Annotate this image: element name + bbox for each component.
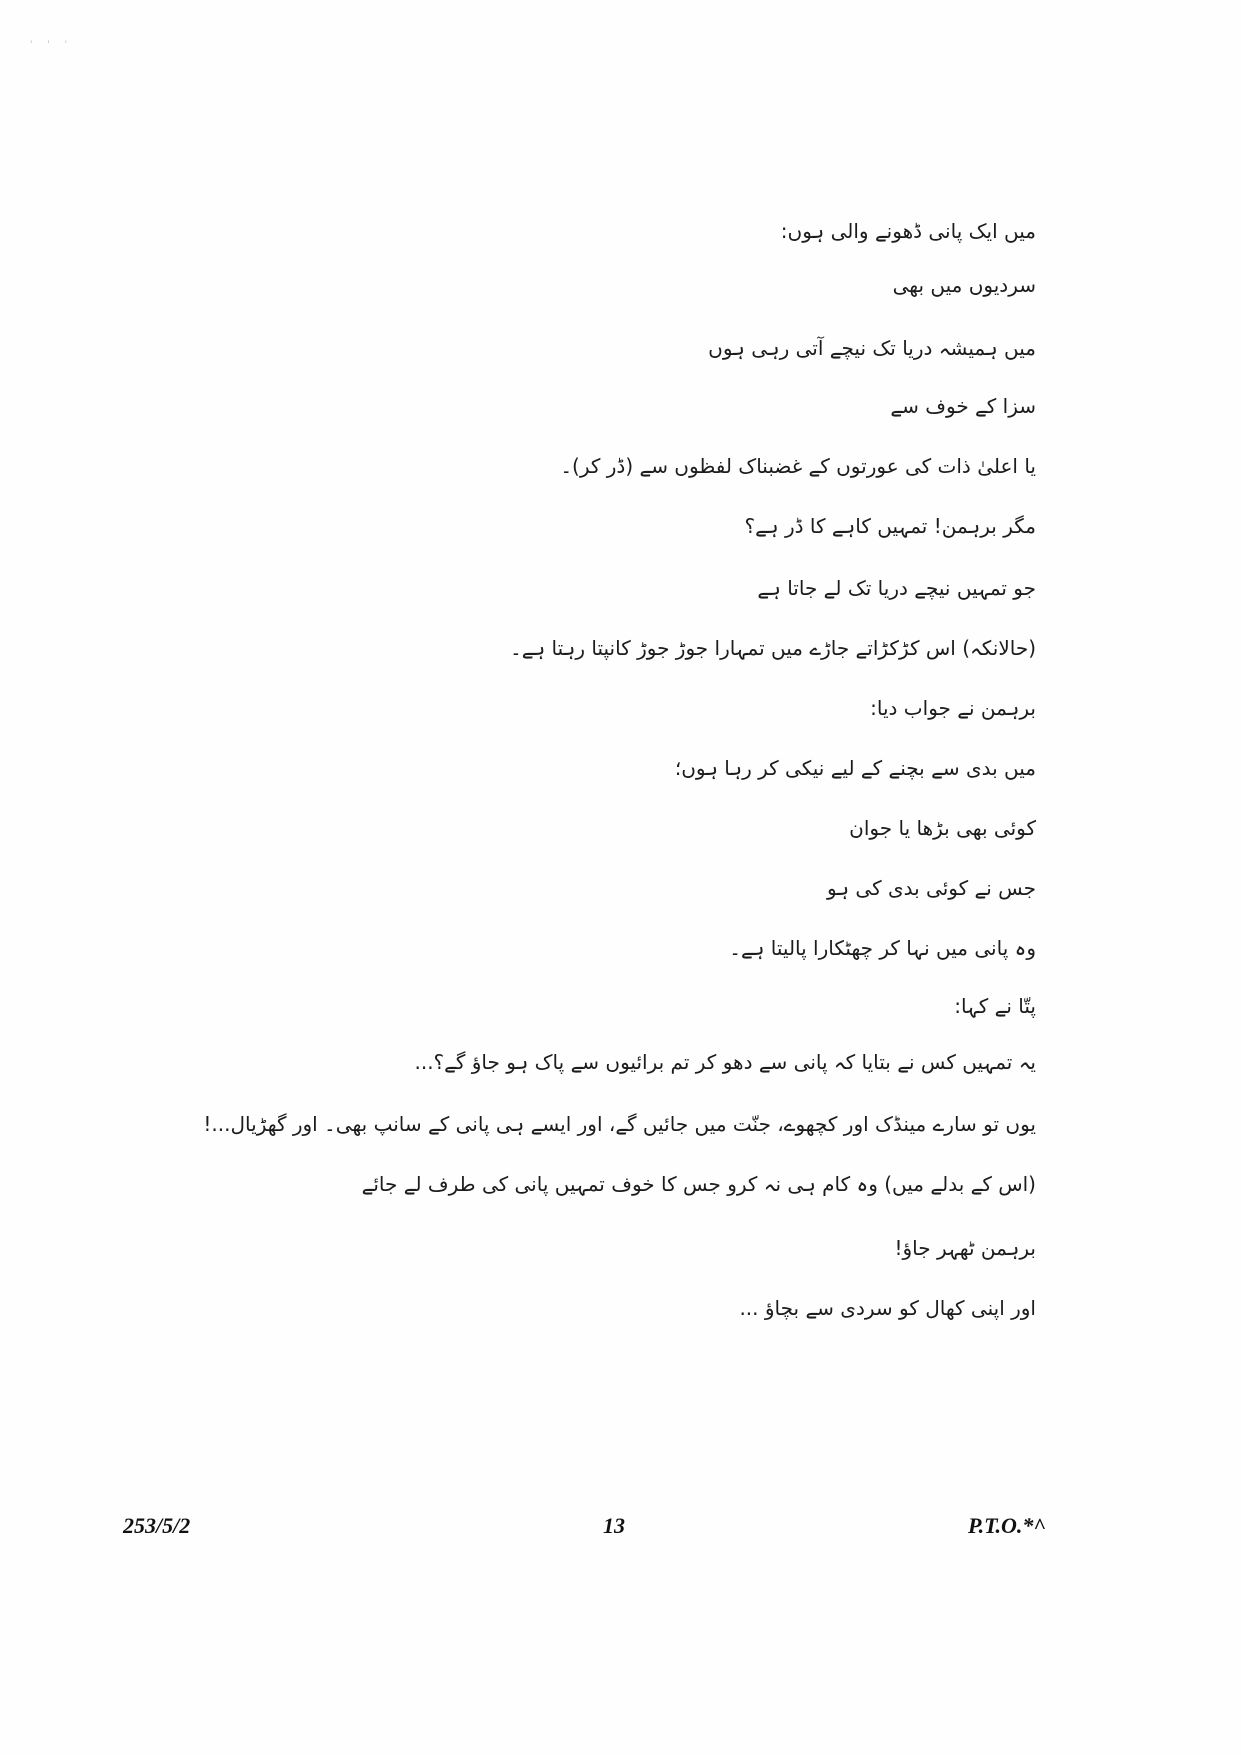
poem-line: سزا کے خوف سے (890, 394, 1036, 418)
poem-line: میں ایک پانی ڈھونے والی ہوں: (780, 219, 1036, 243)
poem-line: یا اعلیٰ ذات کی عورتوں کے غضبناک لفظوں سے (ڈر کر)۔ (560, 454, 1036, 478)
poem-line: یوں تو سارے مینڈک اور کچھوے، جنّت میں جائیں گے، اور ایسے ہی پانی کے سانپ بھی۔ اور گھڑیال...! (203, 1112, 1036, 1136)
poem-line: مگر برہمن! تمہیں کاہے کا ڈر ہے؟ (744, 514, 1036, 538)
scan-artifact: ' ' ' (30, 40, 74, 50)
poem-line: برہمن نے جواب دیا: (870, 696, 1036, 720)
poem-line: اور اپنی کھال کو سردی سے بچاؤ ... (739, 1296, 1036, 1320)
paper-code: 253/5/2 (123, 1513, 191, 1538)
poem-line: برہمن ٹھہر جاؤ! (894, 1236, 1036, 1260)
poem-line: وہ پانی میں نہا کر چھٹکارا پالیتا ہے۔ (729, 936, 1036, 960)
poem-line: پتّا نے کہا: (954, 994, 1036, 1018)
poem-line: (اس کے بدلے میں) وہ کام ہی نہ کرو جس کا خوف تمہیں پانی کی طرف لے جائے (361, 1172, 1036, 1196)
please-turn-over: P.T.O.*^ (968, 1513, 1046, 1538)
poem-line: جو تمہیں نیچے دریا تک لے جاتا ہے (757, 576, 1036, 600)
page-number: 13 (603, 1513, 625, 1538)
poem-line: یہ تمہیں کس نے بتایا کہ پانی سے دھو کر تم برائیوں سے پاک ہو جاؤ گے؟... (414, 1050, 1036, 1074)
poem-line: جس نے کوئی بدی کی ہو (827, 876, 1036, 900)
poem-line: سردیوں میں بھی (892, 273, 1036, 297)
poem-line: (حالانکہ) اس کڑکڑاتے جاڑے میں تمہارا جوڑ جوڑ کانپتا رہتا ہے۔ (510, 636, 1036, 660)
poem-line: میں ہمیشہ دریا تک نیچے آتی رہی ہوں (708, 336, 1036, 360)
poem-line: میں بدی سے بچنے کے لیے نیکی کر رہا ہوں؛ (674, 756, 1036, 780)
poem-line: کوئی بھی بڑھا یا جوان (849, 816, 1036, 840)
